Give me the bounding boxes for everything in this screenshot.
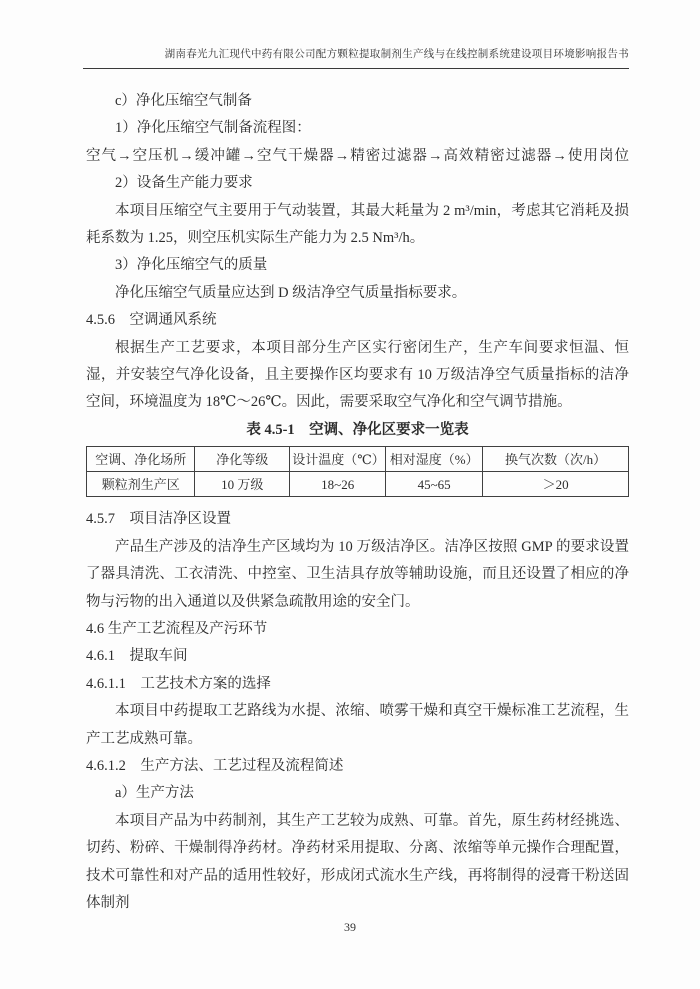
table-header-row	[87, 447, 629, 472]
paragraph: 本项目压缩空气主要用于气动装置，其最大耗量为 2 m³/min，考虑其它消耗及损耗系数为 1.25，则空压机实际生产能力为 2.5 Nm³/h。	[86, 202, 629, 247]
paragraph: 本项目产品为中药制剂，其生产工艺较为成熟、可靠。首先，原生药材经挑选、切药、粉碎、干燥制得净药材。净药材采用提取、分离、浓缩等单元操作合理配置，技术可靠性和对产品的适用性较好，形成闭式流水生产线，再将制得的浸膏干粉送固体制剂	[86, 812, 629, 911]
page-header-title: 湖南春光九汇现代中药有限公司配方颗粒提取制剂生产线与在线控制系统建设项目环境影响报告书	[164, 49, 629, 60]
table-title: 表 4.5-1 空调、净化区要求一览表	[246, 421, 469, 438]
document-body	[86, 88, 629, 917]
section-heading: 4.6.1.1 工艺技术方案的选择	[86, 675, 271, 692]
table-cell: ＞20	[483, 472, 629, 497]
process-flow: 空气→空压机→缓冲罐→空气干燥器→精密过滤器→高效精密过滤器→使用岗位	[86, 147, 629, 164]
table-cell: 18~26	[290, 472, 386, 497]
list-item: 1）净化压缩空气制备流程图：	[115, 120, 311, 137]
section-heading: 4.5.7 项目洁净区设置	[86, 511, 231, 528]
table-header-cell: 空调、净化场所	[87, 447, 195, 472]
section-heading: 4.6.1 提取车间	[86, 648, 188, 665]
section-heading: 4.5.6 空调通风系统	[86, 312, 217, 329]
list-item: 3）净化压缩空气的质量	[115, 257, 268, 274]
paragraph: 产品生产涉及的洁净生产区域均为 10 万级洁净区。洁净区按照 GMP 的要求设置了器具清洗、工衣清洗、中控室、卫生洁具存放等辅助设施，而且还设置了相应的净物与污物的出入通道以及供紧急疏散用途的安全门。	[86, 538, 629, 610]
paragraph: 根据生产工艺要求，本项目部分生产区实行密闭生产，生产车间要求恒温、恒湿，并安装空气净化设备，且主要操作区均要求有 10 万级洁净空气质量指标的洁净空间，环境温度为 18℃～26℃。因此，需要采取空气净化和空气调节措施。	[86, 339, 629, 411]
section-heading: 4.6.1.2 生产方法、工艺过程及流程简述	[86, 757, 344, 774]
list-item: 2）设备生产能力要求	[115, 175, 253, 192]
list-item: a）生产方法	[115, 785, 194, 802]
paragraph: 本项目中药提取工艺路线为水提、浓缩、喷雾干燥和真空干燥标准工艺流程，生产工艺成熟可靠。	[86, 703, 629, 747]
table-header-cell: 相对湿度（%）	[386, 447, 483, 472]
requirements-table	[86, 446, 629, 497]
page-number: 39	[344, 920, 356, 934]
section-heading: 4.6 生产工艺流程及产污环节	[86, 620, 268, 637]
header-divider	[83, 68, 629, 69]
paragraph: 净化压缩空气质量应达到 D 级洁净空气质量指标要求。	[115, 284, 467, 301]
table-cell: 10 万级	[195, 472, 290, 497]
table-header-cell: 换气次数（次/h）	[483, 447, 629, 472]
table-header-cell: 净化等级	[195, 447, 290, 472]
table-cell: 45~65	[386, 472, 483, 497]
list-item: c）净化压缩空气制备	[115, 93, 252, 109]
table-row	[87, 472, 629, 497]
table-header-cell: 设计温度（℃）	[290, 447, 386, 472]
table-cell: 颗粒剂生产区	[87, 472, 195, 497]
